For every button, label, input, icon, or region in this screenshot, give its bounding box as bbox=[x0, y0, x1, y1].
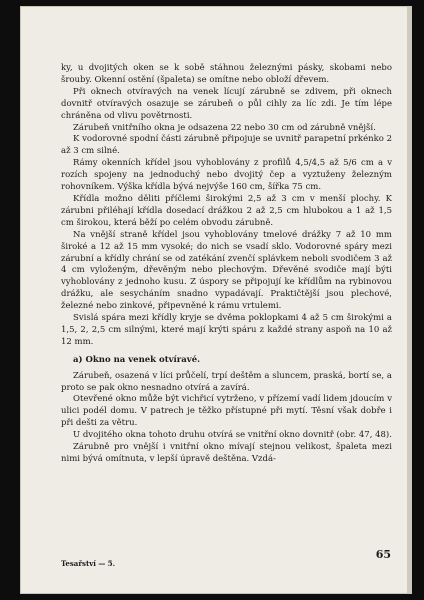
paragraph: Zárubeň, osazená v líci průčelí, trpí deštěm a sluncem, praská, bortí se, a proto se pak okno nesnadno otvírá a zavírá. bbox=[61, 370, 392, 393]
paragraph: Svislá spára mezi křídly kryje se dvěma poklopkami 4 až 5 cm širokými a 1,5, 2, 2,5 cm silnými, které mají krýti spáru z každé strany aspoň na 10 až 12 mm. bbox=[61, 313, 392, 347]
page-body bbox=[61, 63, 392, 466]
paragraph: Otevřené okno může být vichřicí vytrženo, v přízemí vadí lidem jdoucím v ulici podél domu. V patrech je těžko přístupné při mytí. Těsní však dobře i při dešti za větru. bbox=[61, 394, 392, 429]
page-spine-shadow bbox=[407, 7, 411, 593]
paragraph: Na vnější straně křídel jsou vyhoblovány tmelové drážky 7 až 10 mm široké a 12 až 15 mm vysoké; do nich se vsadí sklo. Vodorovné spáry mezi zárubní a křídly chrání se od zatékání zvenčí splávkem neboli svodičem 3 až 4 cm vyloženým, dřevěným nebo plechovým. Dřevěné svodiče mají býti vyhoblovány z jednoho kusu. Z úspory se připojují ke křídlům na rybinovou drážku, ale sesycháním snadno vypadávají. Praktičtější jsou plechové, železné nebo zinkové, připevněné k rámu vrtulemi. bbox=[61, 229, 392, 312]
section-heading: a) Okno na venek otvíravé. bbox=[73, 354, 201, 365]
page-footer bbox=[61, 548, 391, 570]
footer-source: Tesařství — 5. bbox=[61, 559, 116, 568]
book-page bbox=[20, 6, 412, 594]
page-number: 65 bbox=[375, 548, 391, 561]
paragraph: Zárubeň vnitřního okna je odsazena 22 nebo 30 cm od zárubně vnější. bbox=[73, 122, 376, 133]
paragraph: K vodorovné spodní části zárubně připojuje se uvnitř parapetní prkénko 2 až 3 cm silné. bbox=[61, 134, 392, 157]
paragraph: Rámy okenních křídel jsou vyhoblovány z profilů 4,5/4,5 až 5/6 cm a v rozích spojeny na jednoduchý nebo dvojitý čep a vyztuženy železným rohovníkem. Výška křídla bývá nejvýše 160 cm, šířka 75 cm. bbox=[61, 158, 392, 193]
paragraph: Zárubně pro vnější i vnitřní okno mívají stejnou velikost, špaleta mezi nimi bývá omítnuta, v lepší úpravě deštěna. Vzdá- bbox=[61, 442, 392, 464]
paragraph: Křídla možno děliti příčlemi širokými 2,5 až 3 cm v menší plochy. K zárubni přiléhají křídla dosedací drážkou 2 až 2,5 cm hlubokou a 1 až 1,5 cm širokou, která běží po celém obvodu zárubně. bbox=[61, 193, 392, 228]
paragraph: Při oknech otvíravých na venek lícují zárubně se zdivem, při oknech dovnitř otvíravých osazuje se zárubeň o půl cihly za líc zdi. Je tím lépe chráněna od vlivu povětrnosti. bbox=[61, 86, 392, 121]
paragraph: ky, u dvojitých oken se k sobě stáhnou železnými pásky, skobami nebo šrouby. Okenní ostění (špaleta) se omítne nebo obloží dřevem. bbox=[61, 63, 392, 85]
paragraph: U dvojitého okna tohoto druhu otvírá se vnitřní okno dovnitř (obr. 47, 48). bbox=[73, 430, 392, 441]
